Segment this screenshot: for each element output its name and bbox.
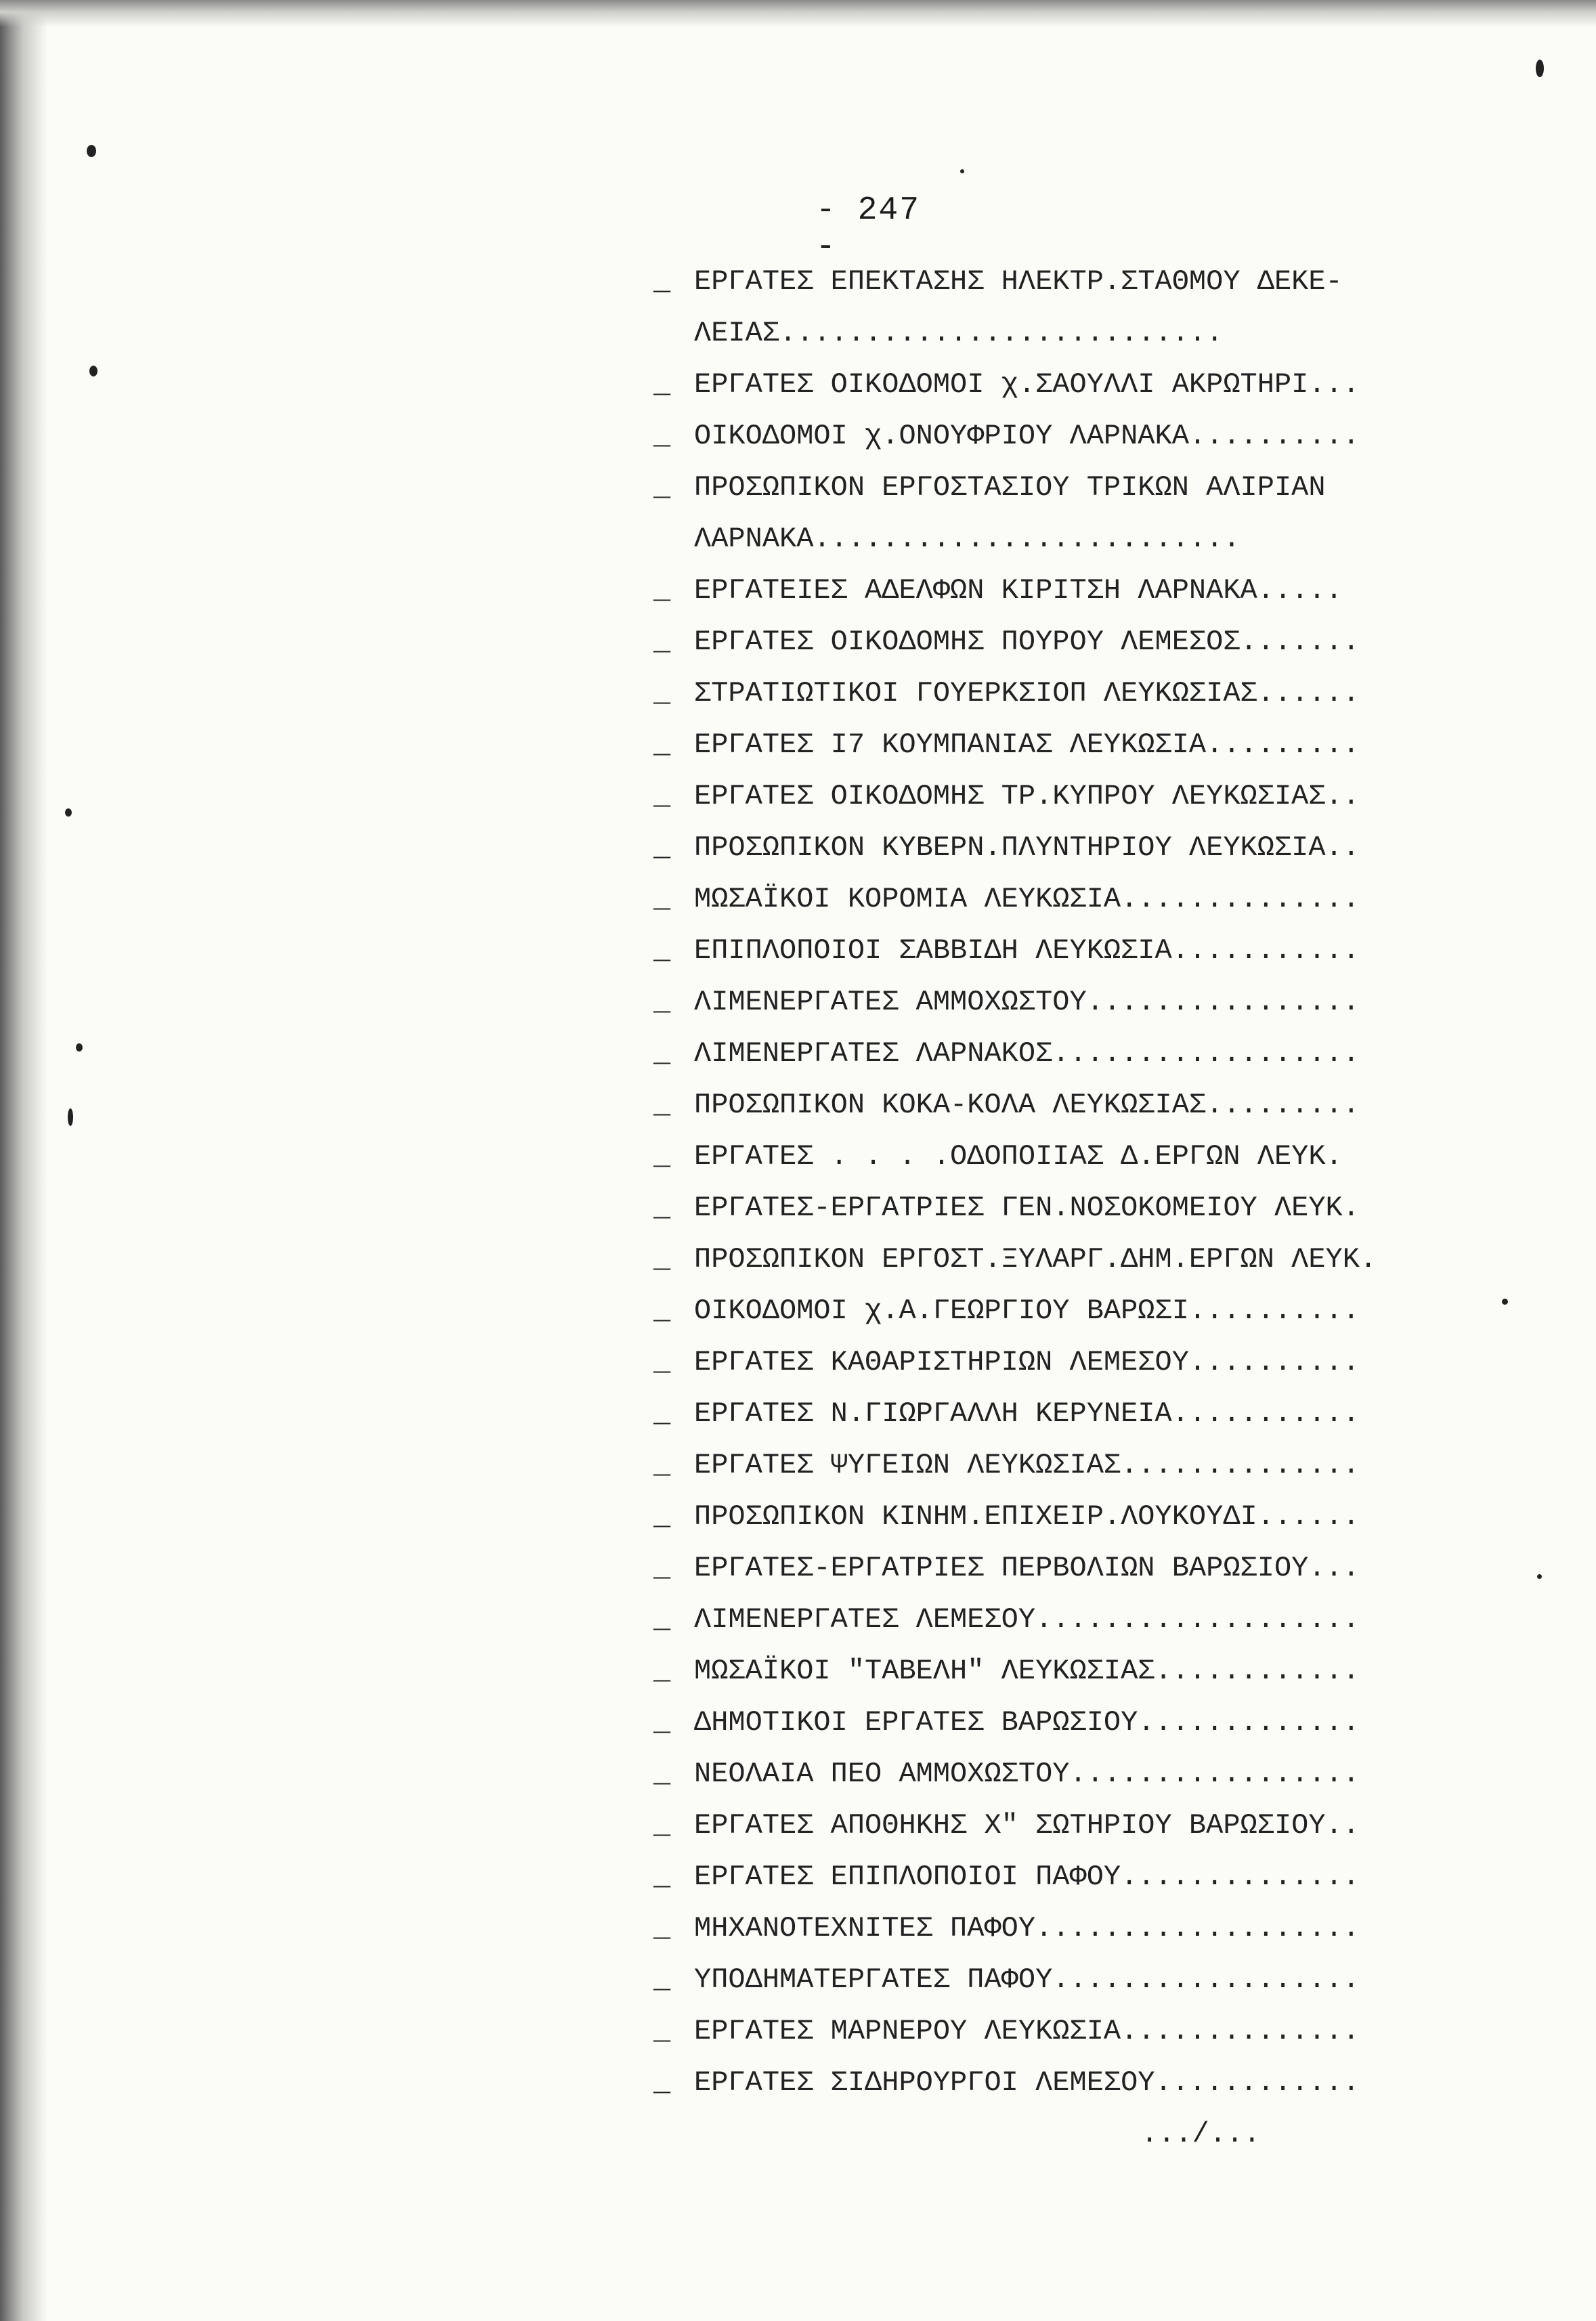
list-item	[653, 1388, 1490, 1439]
list-item	[653, 256, 1490, 359]
list-item-text: ΠΡΟΣΩΠΙΚΟΝ ΚΙΝΗΜ.ΕΠΙΧΕΙΡ.ΛΟΥΚΟΥΔΙ......	[694, 1500, 1360, 1533]
scan-speck	[76, 1043, 83, 1051]
list-item-text: ΕΡΓΑΤΕΣ ΑΠΟΘΗΚΗΣ Χ" ΣΩΤΗΡΙΟΥ ΒΑΡΩΣΙΟΥ..	[694, 1809, 1360, 1842]
list-dash: _	[653, 1964, 671, 1996]
list-dash: _	[653, 2066, 671, 2099]
list-dash: _	[653, 1192, 671, 1224]
list-item-text: ΠΡΟΣΩΠΙΚΟΝ ΕΡΓΟΣΤΑΣΙΟΥ ΤΡΙΚΩΝ ΑΛΙΡΙΑΝ ΛΑΡΝΑΚΑ.........................	[694, 471, 1326, 555]
list-item	[653, 668, 1490, 719]
list-item-text: ΥΠΟΔΗΜΑΤΕΡΓΑΤΕΣ ΠΑΦΟΥ..................	[694, 1964, 1360, 1996]
list-dash: _	[653, 1037, 671, 1070]
list-dash: _	[653, 368, 671, 401]
list-item-text: ΜΩΣΑΪΚΟΙ ΚΟΡΟΜΙΑ ΛΕΥΚΩΣΙΑ..............	[694, 883, 1360, 915]
scan-speck	[960, 169, 964, 173]
list-item-text: ΕΡΓΑΤΕΙΕΣ ΑΔΕΛΦΩΝ ΚΙΡΙΤΣΗ ΛΑΡΝΑΚΑ.....	[694, 574, 1343, 607]
continuation-mark: .../...	[1141, 2118, 1261, 2150]
list-item	[653, 616, 1490, 668]
scan-speck	[89, 366, 98, 376]
list-item-text: ΕΡΓΑΤΕΣ . . . .ΟΔΟΠΟΙΙΑΣ Δ.ΕΡΓΩΝ ΛΕΥΚ.	[694, 1140, 1343, 1173]
list-item-text: ΕΡΓΑΤΕΣ ΨΥΓΕΙΩΝ ΛΕΥΚΩΣΙΑΣ..............	[694, 1449, 1360, 1481]
list-item	[653, 719, 1490, 771]
list-item	[653, 565, 1490, 616]
list-item-text: ΠΡΟΣΩΠΙΚΟΝ ΚΥΒΕΡΝ.ΠΛΥΝΤΗΡΙΟΥ ΛΕΥΚΩΣΙΑ..	[694, 831, 1360, 864]
list-dash: _	[653, 1089, 671, 1121]
list-item-text: ΕΡΓΑΤΕΣ ΟΙΚΟΔΟΜΟΙ χ.ΣΑΟΥΛΛΙ ΑΚΡΩΤΗΡΙ...	[694, 368, 1360, 401]
scan-speck	[1537, 1574, 1542, 1579]
list-item	[653, 1285, 1490, 1337]
scan-left-edge-shadow	[0, 0, 47, 2321]
list-dash: _	[653, 934, 671, 967]
list-item-text: ΝΕΟΛΑΙΑ ΠΕΟ ΑΜΜΟΧΩΣΤΟΥ.................	[694, 1758, 1360, 1790]
list-item	[653, 1697, 1490, 1748]
list-item-text: ΕΡΓΑΤΕΣ-ΕΡΓΑΤΡΙΕΣ ΓΕΝ.ΝΟΣΟΚΟΜΕΙΟΥ ΛΕΥΚ.	[694, 1192, 1360, 1224]
scan-top-edge-shadow	[0, 0, 1596, 27]
list-item-text: ΕΡΓΑΤΕΣ ΣΙΔΗΡΟΥΡΓΟΙ ΛΕΜΕΣΟΥ............	[694, 2066, 1360, 2099]
list-item-text: ΕΡΓΑΤΕΣ Ν.ΓΙΩΡΓΑΛΛΗ ΚΕΡΥΝΕΙΑ...........	[694, 1397, 1360, 1430]
list-dash: _	[653, 729, 671, 761]
list-dash: _	[653, 2015, 671, 2047]
list-item	[653, 976, 1490, 1028]
list-dash: _	[653, 1295, 671, 1327]
list-item	[653, 1079, 1490, 1131]
list-item-text: ΣΤΡΑΤΙΩΤΙΚΟΙ ΓΟΥΕΡΚΣΙΟΠ ΛΕΥΚΩΣΙΑΣ......	[694, 677, 1360, 710]
scan-speck	[1536, 60, 1544, 77]
list-dash: _	[653, 265, 671, 298]
list-item-text: ΕΡΓΑΤΕΣ Ι7 ΚΟΥΜΠΑΝΙΑΣ ΛΕΥΚΩΣΙΑ.........	[694, 729, 1360, 761]
list-item	[653, 1182, 1490, 1234]
union-list	[653, 256, 1490, 2160]
scan-speck	[1502, 1299, 1508, 1305]
list-item-text: ΕΡΓΑΤΕΣ ΟΙΚΟΔΟΜΗΣ ΠΟΥΡΟΥ ΛΕΜΕΣΟΣ.......	[694, 626, 1360, 658]
list-item-text: ΕΠΙΠΛΟΠΟΙΟΙ ΣΑΒΒΙΔΗ ΛΕΥΚΩΣΙΑ...........	[694, 934, 1360, 967]
list-dash: _	[653, 1449, 671, 1481]
list-item	[653, 822, 1490, 873]
list-item	[653, 771, 1490, 822]
list-item-text: ΛΙΜΕΝΕΡΓΑΤΕΣ ΑΜΜΟΧΩΣΤΟΥ................	[694, 986, 1360, 1018]
list-dash: _	[653, 626, 671, 658]
list-item	[653, 1234, 1490, 1285]
scan-speck	[68, 1108, 73, 1126]
list-item	[653, 2005, 1490, 2057]
list-item	[653, 2057, 1490, 2108]
list-dash: _	[653, 1243, 671, 1276]
list-dash: _	[653, 1912, 671, 1945]
list-dash: _	[653, 677, 671, 710]
list-dash: _	[653, 1706, 671, 1739]
list-item-text: ΕΡΓΑΤΕΣ ΜΑΡΝΕΡΟΥ ΛΕΥΚΩΣΙΑ..............	[694, 2015, 1360, 2047]
list-item-text: ΠΡΟΣΩΠΙΚΟΝ ΕΡΓΟΣΤ.ΞΥΛΑΡΓ.ΔΗΜ.ΕΡΓΩΝ ΛΕΥΚ.	[694, 1243, 1377, 1276]
list-item-text: ΛΙΜΕΝΕΡΓΑΤΕΣ ΛΕΜΕΣΟΥ...................	[694, 1603, 1360, 1636]
list-item-text: ΕΡΓΑΤΕΣ-ΕΡΓΑΤΡΙΕΣ ΠΕΡΒΟΛΙΩΝ ΒΑΡΩΣΙΟΥ...	[694, 1552, 1360, 1584]
list-item	[653, 359, 1490, 410]
list-dash: _	[653, 1552, 671, 1584]
page-number: - 247 -	[816, 192, 921, 265]
list-dash: _	[653, 420, 671, 452]
list-item	[653, 1542, 1490, 1594]
list-item	[653, 1439, 1490, 1491]
list-item-text: ΜΩΣΑΪΚΟΙ "ΤΑΒΕΛΗ" ΛΕΥΚΩΣΙΑΣ............	[694, 1655, 1360, 1687]
list-item-text: ΕΡΓΑΤΕΣ ΕΠΙΠΛΟΠΟΙΟΙ ΠΑΦΟΥ..............	[694, 1861, 1360, 1893]
list-item-text: ΛΙΜΕΝΕΡΓΑΤΕΣ ΛΑΡΝΑΚΟΣ..................	[694, 1037, 1360, 1070]
list-item	[653, 925, 1490, 976]
list-item	[653, 1903, 1490, 1954]
scan-speck	[87, 145, 96, 157]
list-dash: _	[653, 1655, 671, 1687]
list-item	[653, 1645, 1490, 1697]
list-item-text: ΔΗΜΟΤΙΚΟΙ ΕΡΓΑΤΕΣ ΒΑΡΩΣΙΟΥ.............	[694, 1706, 1360, 1739]
list-dash: _	[653, 471, 671, 504]
list-item	[653, 1954, 1490, 2005]
list-dash: _	[653, 1809, 671, 1842]
list-item	[653, 410, 1490, 462]
list-item-text: ΕΡΓΑΤΕΣ ΚΑΘΑΡΙΣΤΗΡΙΩΝ ΛΕΜΕΣΟΥ..........	[694, 1346, 1360, 1379]
list-item	[653, 1337, 1490, 1388]
list-dash: _	[653, 574, 671, 607]
scan-speck	[65, 808, 72, 817]
list-item	[653, 1594, 1490, 1645]
list-dash: _	[653, 1346, 671, 1379]
list-dash: _	[653, 883, 671, 915]
list-dash: _	[653, 1397, 671, 1430]
list-dash: _	[653, 1603, 671, 1636]
list-dash: _	[653, 1140, 671, 1173]
list-item	[653, 1131, 1490, 1182]
list-item-text: ΕΡΓΑΤΕΣ ΟΙΚΟΔΟΜΗΣ ΤΡ.ΚΥΠΡΟΥ ΛΕΥΚΩΣΙΑΣ..	[694, 780, 1360, 812]
list-dash: _	[653, 986, 671, 1018]
list-item-text: ΟΙΚΟΔΟΜΟΙ χ.Α.ΓΕΩΡΓΙΟΥ ΒΑΡΩΣΙ..........	[694, 1295, 1360, 1327]
list-item	[653, 1491, 1490, 1542]
list-dash: _	[653, 831, 671, 864]
list-item	[653, 873, 1490, 925]
list-dash: _	[653, 1861, 671, 1893]
list-dash: _	[653, 1758, 671, 1790]
list-dash: _	[653, 780, 671, 812]
list-item	[653, 1800, 1490, 1851]
list-item	[653, 462, 1490, 565]
list-item	[653, 1028, 1490, 1079]
list-item-text: ΠΡΟΣΩΠΙΚΟΝ ΚΟΚΑ-ΚΟΛΑ ΛΕΥΚΩΣΙΑΣ.........	[694, 1089, 1360, 1121]
list-item	[653, 1851, 1490, 1903]
list-item	[653, 1748, 1490, 1800]
list-item-text: ΜΗΧΑΝΟΤΕΧΝΙΤΕΣ ΠΑΦΟΥ...................	[694, 1912, 1360, 1945]
list-item-text: ΟΙΚΟΔΟΜΟΙ χ.ΟΝΟΥΦΡΙΟΥ ΛΑΡΝΑΚΑ..........	[694, 420, 1360, 452]
list-item-text: ΕΡΓΑΤΕΣ ΕΠΕΚΤΑΣΗΣ ΗΛΕΚΤΡ.ΣΤΑΘΜΟΥ ΔΕΚΕ- ΛΕΙΑΣ..........................	[694, 265, 1343, 349]
list-dash: _	[653, 1500, 671, 1533]
